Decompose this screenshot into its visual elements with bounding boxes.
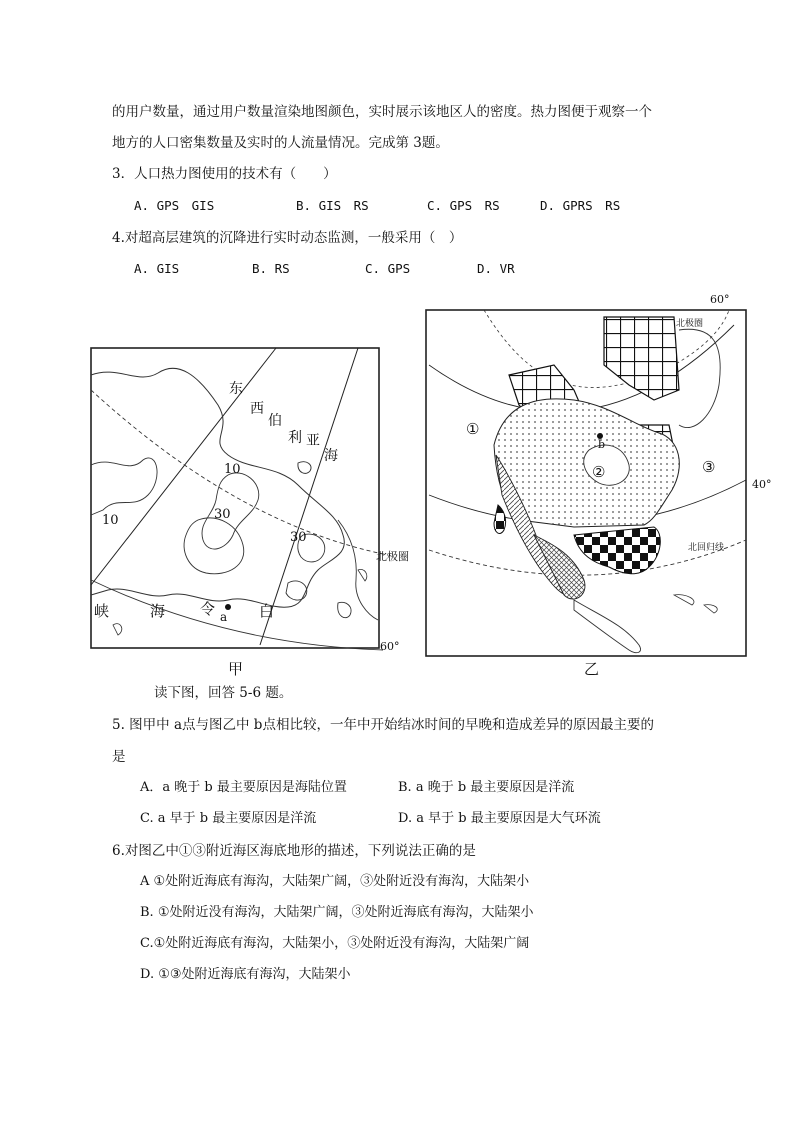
jia-label-hai2: 海 (150, 602, 166, 620)
q6-stem: 6.对图乙中①③附近海区海底地形的描述，下列说法正确的是 (112, 843, 476, 859)
q4-option-c: C. GPS (365, 261, 411, 276)
q4-stem: 4.对超高层建筑的沉降进行实时动态监测，一般采用（ ） (112, 230, 463, 246)
yi-marker-3: ③ (702, 458, 716, 476)
q6-option-c: C.①处附近海底有海沟，大陆架小，③处附近没有海沟，大陆架广阔 (140, 936, 530, 951)
yi-tropic-label: 北回归线 (688, 543, 725, 553)
map-jia-caption: 甲 (228, 660, 244, 678)
jia-label-hai: 海 (324, 448, 338, 464)
jia-arctic-circle-label: 北极圈 (376, 550, 409, 563)
q5-option-d: D. a 早于 b 最主要原因是大气环流 (398, 811, 601, 826)
q4-option-a: A. GIS (134, 261, 180, 276)
yi-marker-1: ① (466, 420, 480, 438)
yi-marker-2: ② (592, 463, 606, 481)
q4-option-b: B. RS (252, 261, 290, 276)
q5-option-b: B. a 晚于 b 最主要原因是洋流 (398, 780, 575, 795)
intro-line-2: 地方的人口密集数量及实时的人流量情况。完成第 3题。 (112, 135, 449, 151)
jia-label-xi: 西 (250, 401, 264, 417)
jia-contour-30a: 30 (214, 507, 231, 522)
jia-label-ya: 亚 (306, 433, 320, 449)
q3-option-d: D. GPRS RS (540, 198, 621, 213)
yi-point-b-label: b (598, 438, 606, 451)
jia-contour-10b: 10 (102, 513, 119, 528)
jia-contour-30b: 30 (290, 530, 307, 545)
q6-option-d: D. ①③处附近海底有海沟，大陆架小 (140, 967, 351, 982)
q4-option-d: D. VR (477, 261, 515, 276)
q5-option-c: C. a 早于 b 最主要原因是洋流 (140, 811, 317, 826)
jia-label-li: 利 (288, 430, 302, 446)
q3-option-b: B. GIS RS (296, 198, 369, 213)
jia-point-a-label: a (220, 610, 228, 624)
map-yi (424, 305, 774, 675)
map-jia (88, 345, 398, 690)
q6-option-a: A ①处附近海底有海沟，大陆架广阔，③处附近没有海沟，大陆架小 (140, 874, 530, 889)
jia-label-xia: 峡 (94, 602, 110, 620)
map-yi-caption: 乙 (584, 660, 600, 678)
q6-option-b: B. ①处附近没有海沟，大陆架广阔，③处附近海底有海沟，大陆架小 (140, 905, 534, 920)
q5-stem-line-1: 5. 图甲中 a点与图乙中 b点相比较，一年中开始结冰时间的早晚和造成差异的原因最主要的 (112, 717, 654, 733)
jia-label-bai: 白 (259, 602, 275, 620)
jia-label-bo: 伯 (268, 413, 282, 429)
reading-prompt: 读下图，回答 5-6 题。 (154, 685, 293, 701)
yi-lat40-label: 40° (752, 478, 772, 491)
jia-label-ling: 令 (200, 600, 216, 618)
jia-contour-10a: 10 (224, 462, 241, 477)
q3-stem: 3．人口热力图使用的技术有（ ） (112, 166, 337, 182)
q3-option-a: A. GPS GIS (134, 198, 215, 213)
q5-option-a: A．a 晚于 b 最主要原因是海陆位置 (140, 780, 347, 795)
q5-stem-line-2: 是 (112, 749, 126, 765)
intro-line-1: 的用户数量，通过用户数量渲染地图颜色，实时展示该地区人的密度。热力图便于观察一个 (112, 104, 652, 120)
yi-arctic-circle-label: 北极圈 (676, 319, 704, 329)
yi-lat60-label: 60° (710, 293, 730, 306)
jia-lat60-label: 60° (380, 640, 400, 653)
jia-label-dong: 东 (229, 381, 243, 397)
q3-option-c: C. GPS RS (427, 198, 500, 213)
